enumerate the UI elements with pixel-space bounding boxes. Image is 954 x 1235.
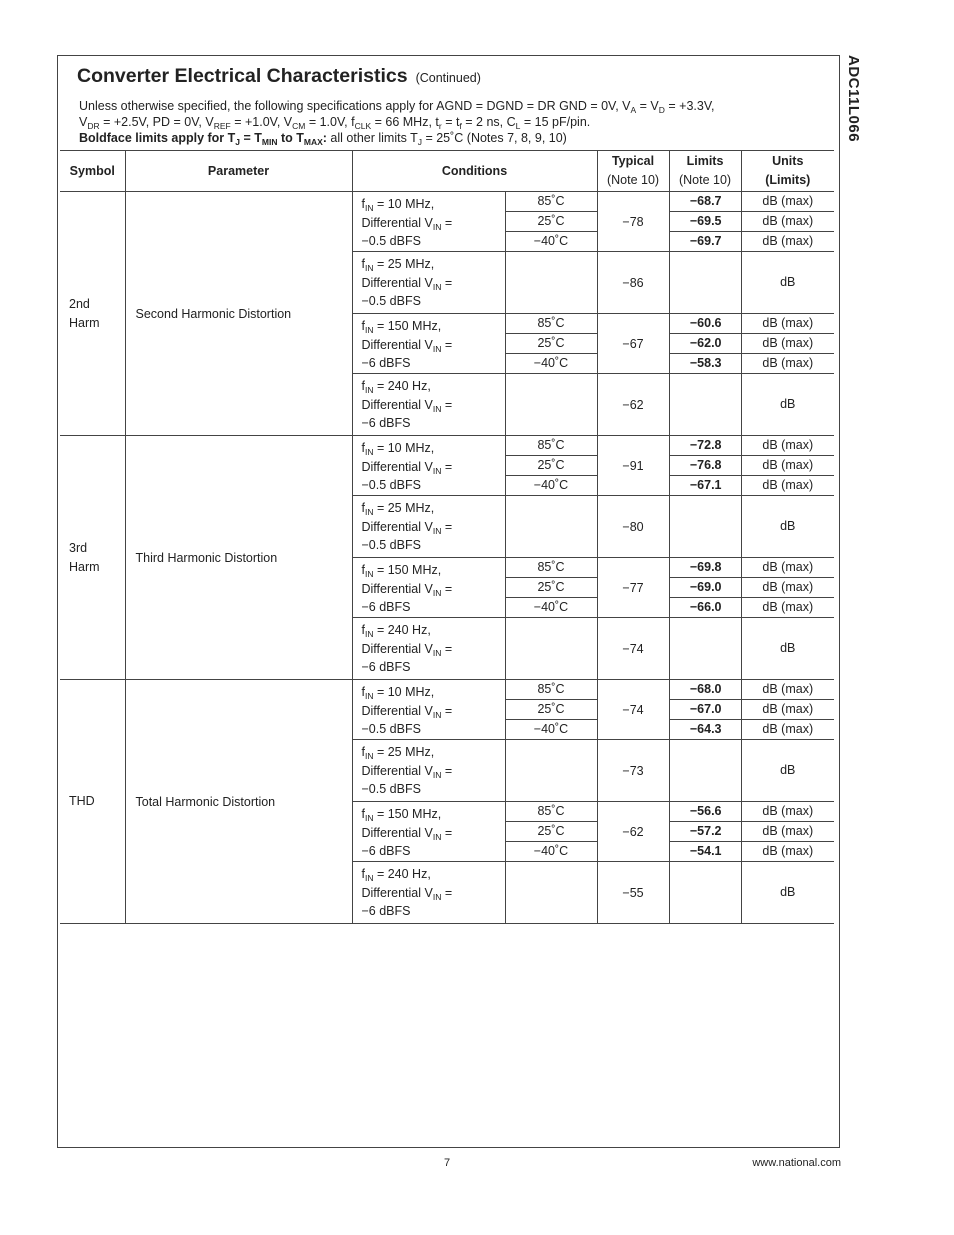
typical-cell: −62: [597, 802, 669, 862]
cond-diff: Differential V: [361, 275, 433, 290]
cond-sub: IN: [364, 751, 374, 761]
intro-line-1: [79, 98, 819, 114]
temperature-cell-empty: [505, 740, 597, 802]
header-units: [741, 151, 834, 192]
intro-sub: f: [459, 121, 462, 131]
condition-frequency: [362, 377, 505, 396]
cond-diff: Differential V: [361, 763, 433, 778]
conditions-cell: [352, 436, 505, 496]
cond-f: f: [361, 501, 365, 515]
condition-level: −6 dBFS: [361, 904, 411, 918]
condition-frequency: [362, 255, 505, 274]
cond-sub: IN: [432, 647, 442, 658]
condition-frequency: [362, 317, 505, 336]
cond-eq: =: [441, 275, 453, 290]
cond-f: f: [361, 319, 365, 333]
cond-f: f: [361, 745, 365, 759]
cond-diff: Differential V: [361, 215, 433, 230]
cond-diff: Differential V: [361, 397, 433, 412]
intro-sub: A: [630, 105, 637, 115]
intro-sub: J: [235, 137, 241, 147]
condition-level: −0.5 dBFS: [361, 782, 421, 796]
cond-sub: IN: [432, 343, 442, 354]
temperature-cell: 25˚C: [505, 822, 597, 842]
temperature-cell-empty: [505, 496, 597, 558]
conditions-cell: [352, 496, 505, 558]
condition-level: −6 dBFS: [361, 416, 411, 430]
header-conditions: Conditions: [352, 151, 597, 192]
condition-frequency: [362, 439, 505, 458]
intro-text: = 1.0V, f: [305, 115, 355, 129]
limit-cell: −69.7: [669, 232, 741, 252]
intro-text: = +1.0V, V: [230, 115, 293, 129]
intro-text: Unless otherwise specified, the following specifications apply for AGND = DGND = DR GND = 0V, V: [79, 99, 631, 113]
temperature-cell: −40˚C: [505, 720, 597, 740]
condition-level: −0.5 dBFS: [361, 294, 421, 308]
condition-frequency: [362, 621, 505, 640]
conditions-cell: [352, 192, 505, 252]
temperature-cell: 25˚C: [505, 334, 597, 354]
condition-level: −0.5 dBFS: [361, 538, 421, 552]
limit-cell: −72.8: [669, 436, 741, 456]
limit-cell-empty: [669, 252, 741, 314]
cond-frequency-value: = 240 Hz,: [373, 379, 431, 393]
cond-diff: Differential V: [361, 885, 433, 900]
limit-cell: −76.8: [669, 456, 741, 476]
unit-cell: dB (max): [741, 822, 834, 842]
cond-eq: =: [441, 337, 453, 352]
cond-sub: IN: [432, 221, 442, 232]
intro-sub: L: [515, 121, 521, 131]
typical-cell: −86: [597, 252, 669, 314]
condition-frequency: [362, 499, 505, 518]
typical-cell: −91: [597, 436, 669, 496]
characteristics-table: [60, 150, 834, 924]
unit-cell: dB (max): [741, 334, 834, 354]
condition-differential: [362, 640, 505, 659]
cond-sub: IN: [432, 587, 442, 598]
condition-differential: [362, 702, 505, 721]
intro-text: all other limits T: [326, 131, 418, 145]
conditions-cell: [352, 680, 505, 740]
condition-level: −6 dBFS: [361, 660, 411, 674]
temperature-cell: −40˚C: [505, 354, 597, 374]
cond-diff: Differential V: [361, 581, 433, 596]
unit-cell: dB (max): [741, 680, 834, 700]
cond-sub: IN: [364, 507, 374, 517]
intro-bold: Boldface limits apply for T: [79, 131, 236, 145]
cond-eq: =: [441, 641, 453, 656]
conditions-cell: [352, 558, 505, 618]
unit-cell: dB (max): [741, 436, 834, 456]
condition-differential: [362, 336, 505, 355]
cond-diff: Differential V: [361, 825, 433, 840]
cond-sub: IN: [364, 691, 374, 701]
temperature-cell: −40˚C: [505, 598, 597, 618]
cond-diff: Differential V: [361, 641, 433, 656]
intro-sub: DR: [87, 121, 100, 131]
condition-level: −0.5 dBFS: [361, 234, 421, 248]
symbol-text: Harm: [69, 559, 100, 574]
intro-bold: = T: [240, 131, 262, 145]
cond-f: f: [361, 441, 365, 455]
symbol-text: 3rd: [69, 540, 88, 555]
intro-sub: r: [438, 121, 442, 131]
condition-frequency: [362, 743, 505, 762]
table-row: [60, 192, 834, 212]
temperature-cell: 85˚C: [505, 558, 597, 578]
conditions-cell: [352, 802, 505, 862]
temperature-cell-empty: [505, 862, 597, 924]
header-limits-label: Limits: [686, 154, 724, 168]
temperature-cell: 85˚C: [505, 436, 597, 456]
limit-cell: −69.8: [669, 558, 741, 578]
parameter-cell: Total Harmonic Distortion: [125, 680, 352, 924]
unit-cell: dB: [741, 252, 834, 314]
condition-frequency: [362, 561, 505, 580]
header-limits: [669, 151, 741, 192]
limit-cell-empty: [669, 496, 741, 558]
intro-sub: J: [417, 137, 422, 147]
intro-bold: to T: [277, 131, 304, 145]
cond-sub: IN: [364, 263, 374, 273]
conditions-cell: [352, 314, 505, 374]
intro-text: = V: [636, 99, 659, 113]
typical-cell: −62: [597, 374, 669, 436]
intro-text: = +2.5V, PD = 0V, V: [99, 115, 214, 129]
unit-cell: dB (max): [741, 598, 834, 618]
header-units-sub: (Limits): [765, 173, 811, 187]
limit-cell: −68.0: [669, 680, 741, 700]
table-row: [60, 436, 834, 456]
limit-cell-empty: [669, 862, 741, 924]
cond-sub: IN: [432, 281, 442, 292]
page-number: 7: [444, 1157, 451, 1169]
temperature-cell: 25˚C: [505, 212, 597, 232]
intro-sub: D: [658, 105, 665, 115]
cond-sub: IN: [364, 325, 374, 335]
unit-cell: dB (max): [741, 558, 834, 578]
intro-text: V: [79, 115, 88, 129]
limit-cell: −68.7: [669, 192, 741, 212]
condition-level: −6 dBFS: [361, 600, 411, 614]
condition-frequency: [362, 683, 505, 702]
conditions-cell: [352, 740, 505, 802]
cond-sub: IN: [364, 873, 374, 883]
unit-cell: dB (max): [741, 578, 834, 598]
cond-sub: IN: [432, 465, 442, 476]
footer-website: www.national.com: [752, 1157, 841, 1169]
unit-cell: dB (max): [741, 476, 834, 496]
cond-f: f: [361, 807, 365, 821]
header-typical-label: Typical: [611, 154, 655, 168]
cond-sub: IN: [432, 769, 442, 780]
cond-frequency-value: = 25 MHz,: [373, 257, 435, 271]
intro-line-2: [79, 114, 819, 130]
cond-f: f: [361, 257, 365, 271]
header-symbol: Symbol: [60, 151, 125, 192]
limit-cell-empty: [669, 740, 741, 802]
unit-cell: dB: [741, 496, 834, 558]
part-number-side-title: ADC11L066: [845, 55, 862, 143]
intro-text: = 25˚C (Notes 7, 8, 9, 10): [421, 131, 567, 145]
cond-frequency-value: = 25 MHz,: [373, 745, 435, 759]
cond-eq: =: [441, 581, 453, 596]
symbol-cell: [60, 192, 125, 436]
intro-text: = 15 pF/pin.: [520, 115, 591, 129]
intro-sub: CM: [292, 121, 306, 131]
limit-cell: −57.2: [669, 822, 741, 842]
intro-bold: :: [322, 131, 327, 145]
symbol-text: Harm: [69, 315, 100, 330]
cond-frequency-value: = 150 MHz,: [373, 319, 442, 333]
condition-level: −0.5 dBFS: [361, 478, 421, 492]
cond-eq: =: [441, 763, 453, 778]
header-parameter: Parameter: [125, 151, 352, 192]
unit-cell: dB: [741, 374, 834, 436]
temperature-cell: −40˚C: [505, 842, 597, 862]
cond-f: f: [361, 685, 365, 699]
cond-f: f: [361, 623, 365, 637]
cond-sub: IN: [364, 629, 374, 639]
typical-cell: −80: [597, 496, 669, 558]
condition-frequency: [362, 805, 505, 824]
cond-frequency-value: = 240 Hz,: [373, 867, 431, 881]
header-typical: [597, 151, 669, 192]
unit-cell: dB (max): [741, 720, 834, 740]
cond-eq: =: [441, 215, 453, 230]
temperature-cell: 85˚C: [505, 802, 597, 822]
unit-cell: dB (max): [741, 456, 834, 476]
intro-sub: MAX: [303, 137, 323, 147]
header-units-label: Units: [772, 154, 804, 168]
temperature-cell: 25˚C: [505, 700, 597, 720]
condition-level: −0.5 dBFS: [361, 722, 421, 736]
cond-diff: Differential V: [361, 703, 433, 718]
table-row: [60, 680, 834, 700]
cond-eq: =: [441, 703, 453, 718]
intro-sub: CLK: [354, 121, 372, 131]
unit-cell: dB (max): [741, 212, 834, 232]
intro-sub: REF: [213, 121, 231, 131]
cond-frequency-value: = 240 Hz,: [373, 623, 431, 637]
cond-eq: =: [441, 825, 453, 840]
limit-cell: −54.1: [669, 842, 741, 862]
conditions-cell: [352, 862, 505, 924]
header-limits-note: (Note 10): [678, 173, 732, 187]
temperature-cell: −40˚C: [505, 232, 597, 252]
intro-line-3: [79, 130, 819, 146]
condition-differential: [362, 824, 505, 843]
cond-sub: IN: [432, 525, 442, 536]
parameter-cell: Third Harmonic Distortion: [125, 436, 352, 680]
cond-eq: =: [441, 459, 453, 474]
typical-cell: −74: [597, 618, 669, 680]
limit-cell: −60.6: [669, 314, 741, 334]
cond-sub: IN: [364, 569, 374, 579]
cond-frequency-value: = 10 MHz,: [373, 685, 435, 699]
condition-differential: [362, 458, 505, 477]
temperature-cell: 25˚C: [505, 578, 597, 598]
cond-sub: IN: [432, 831, 442, 842]
cond-sub: IN: [432, 709, 442, 720]
table-header-row: [60, 151, 834, 192]
condition-differential: [362, 580, 505, 599]
condition-level: −6 dBFS: [361, 356, 411, 370]
header-typical-note: (Note 10): [606, 173, 660, 187]
intro-text: = t: [441, 115, 460, 129]
cond-f: f: [361, 867, 365, 881]
cond-frequency-value: = 10 MHz,: [373, 441, 435, 455]
unit-cell: dB: [741, 618, 834, 680]
unit-cell: dB (max): [741, 802, 834, 822]
cond-sub: IN: [432, 403, 442, 414]
temperature-cell: −40˚C: [505, 476, 597, 496]
section-title: [77, 65, 481, 88]
cond-f: f: [361, 379, 365, 393]
limit-cell: −58.3: [669, 354, 741, 374]
section-title-continued: (Continued): [415, 71, 481, 85]
cond-sub: IN: [364, 447, 374, 457]
condition-frequency: [362, 865, 505, 884]
unit-cell: dB: [741, 740, 834, 802]
symbol-cell: [60, 680, 125, 924]
temperature-cell: 85˚C: [505, 192, 597, 212]
cond-sub: IN: [364, 813, 374, 823]
symbol-text: 2nd: [69, 296, 90, 311]
condition-differential: [362, 274, 505, 293]
unit-cell: dB (max): [741, 192, 834, 212]
unit-cell: dB (max): [741, 314, 834, 334]
section-title-text: Converter Electrical Characteristics: [77, 65, 408, 87]
condition-differential: [362, 518, 505, 537]
typical-cell: −74: [597, 680, 669, 740]
temperature-cell-empty: [505, 374, 597, 436]
cond-diff: Differential V: [361, 337, 433, 352]
temperature-cell-empty: [505, 252, 597, 314]
cond-frequency-value: = 25 MHz,: [373, 501, 435, 515]
limit-cell: −69.5: [669, 212, 741, 232]
cond-eq: =: [441, 397, 453, 412]
limit-cell-empty: [669, 618, 741, 680]
limit-cell: −56.6: [669, 802, 741, 822]
typical-cell: −55: [597, 862, 669, 924]
typical-cell: −73: [597, 740, 669, 802]
cond-sub: IN: [364, 203, 374, 213]
limit-cell: −67.1: [669, 476, 741, 496]
limit-cell-empty: [669, 374, 741, 436]
limit-cell: −64.3: [669, 720, 741, 740]
unit-cell: dB (max): [741, 842, 834, 862]
cond-sub: IN: [364, 385, 374, 395]
condition-differential: [362, 762, 505, 781]
cond-frequency-value: = 10 MHz,: [373, 197, 435, 211]
typical-cell: −78: [597, 192, 669, 252]
temperature-cell: 25˚C: [505, 456, 597, 476]
unit-cell: dB (max): [741, 354, 834, 374]
temperature-cell: 85˚C: [505, 314, 597, 334]
cond-f: f: [361, 563, 365, 577]
intro-sub: MIN: [261, 137, 278, 147]
unit-cell: dB: [741, 862, 834, 924]
typical-cell: −77: [597, 558, 669, 618]
unit-cell: dB (max): [741, 232, 834, 252]
unit-cell: dB (max): [741, 700, 834, 720]
conditions-cell: [352, 374, 505, 436]
intro-text: = 2 ns, C: [461, 115, 516, 129]
typical-cell: −67: [597, 314, 669, 374]
limit-cell: −62.0: [669, 334, 741, 354]
parameter-cell: Second Harmonic Distortion: [125, 192, 352, 436]
cond-diff: Differential V: [361, 459, 433, 474]
condition-frequency: [362, 195, 505, 214]
condition-differential: [362, 214, 505, 233]
cond-f: f: [361, 197, 365, 211]
symbol-text: THD: [69, 794, 95, 808]
cond-eq: =: [441, 885, 453, 900]
condition-level: −6 dBFS: [361, 844, 411, 858]
cond-diff: Differential V: [361, 519, 433, 534]
table-body: [60, 192, 834, 924]
temperature-cell: 85˚C: [505, 680, 597, 700]
cond-eq: =: [441, 519, 453, 534]
conditions-cell: [352, 618, 505, 680]
cond-frequency-value: = 150 MHz,: [373, 807, 442, 821]
symbol-cell: [60, 436, 125, 680]
limit-cell: −69.0: [669, 578, 741, 598]
intro-text: = +3.3V,: [664, 99, 715, 113]
cond-sub: IN: [432, 891, 442, 902]
limit-cell: −67.0: [669, 700, 741, 720]
condition-differential: [362, 884, 505, 903]
intro-text: = 66 MHz, t: [371, 115, 439, 129]
limit-cell: −66.0: [669, 598, 741, 618]
condition-differential: [362, 396, 505, 415]
cond-frequency-value: = 150 MHz,: [373, 563, 442, 577]
spec-conditions-intro: [79, 98, 819, 146]
conditions-cell: [352, 252, 505, 314]
temperature-cell-empty: [505, 618, 597, 680]
